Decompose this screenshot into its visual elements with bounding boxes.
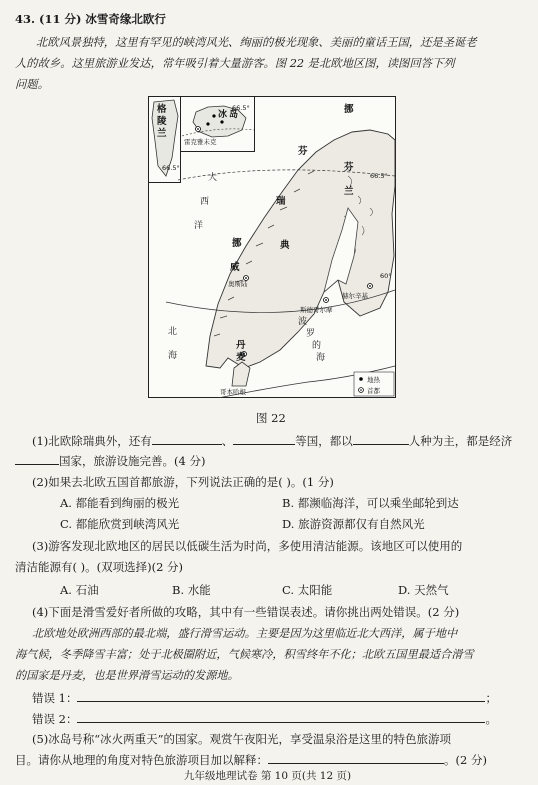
norway-label-2: 威 <box>230 262 240 273</box>
north-sea-label-1: 北 <box>168 327 178 337</box>
norway-label-1: 挪 <box>232 238 242 249</box>
q5-text-b: 。(2 分) <box>444 753 487 767</box>
atlantic-label-3: 洋 <box>194 221 204 231</box>
q5-line-1: (5)冰岛号称“冰火两重天”的国家。观赏午夜阳光，享受温泉浴是这里的特色旅游项 <box>32 732 452 746</box>
atlantic-label-1: 大 <box>208 173 218 183</box>
legend-capital-label: 首都 <box>367 387 380 395</box>
q4-error-1-row <box>32 689 497 707</box>
q1-blank-1[interactable] <box>152 432 222 445</box>
q4-error-2-row <box>32 710 497 728</box>
denmark-label-2: 麦 <box>236 352 246 363</box>
lat-665-greenland: 66.5° <box>162 164 180 172</box>
north-sea-label-2: 海 <box>168 351 178 361</box>
q4-error-1-end: ； <box>485 691 497 705</box>
denmark-label-1: 丹 <box>236 340 246 351</box>
baltic-label-3: 的 <box>312 341 322 351</box>
greenland-label-3: 兰 <box>157 128 167 139</box>
q4-passage-3: 的国家是丹麦，也是世界滑雪运动的发源地。 <box>15 669 239 682</box>
copenhagen-label: 哥本哈根 <box>220 388 246 396</box>
q4-error-2-end: 。 <box>485 712 497 726</box>
q5-blank[interactable] <box>268 751 444 764</box>
helsinki-label: 赫尔辛基 <box>342 292 368 300</box>
sweden-label-1: 瑞 <box>276 196 286 207</box>
question-title: 43. (11 分) 冰雪奇缘北欧行 <box>15 12 166 26</box>
q5-line-2 <box>15 751 487 769</box>
oslo-label: 奥斯陆 <box>228 280 248 288</box>
greenland-label-2: 陵 <box>157 116 167 127</box>
q3-option-a[interactable]: A. 石油 <box>60 583 99 597</box>
q4-error-2-label: 错误 2： <box>32 712 78 726</box>
q1-blank-4[interactable] <box>15 452 59 465</box>
sweden-label-2: 典 <box>280 240 290 251</box>
finland-mid-label: 芬 <box>344 162 354 173</box>
q3-stem-2: 清洁能源有( )。(双项选择)(2 分) <box>15 560 184 574</box>
iceland-label-1: 冰 <box>218 110 228 120</box>
greenland-label-1: 格 <box>157 104 167 115</box>
q3-stem-1: (3)游客发现北欧地区的居民以低碳生活为时尚，多使用清洁能源。该地区可以使用的 <box>32 539 463 553</box>
lat-665-iceland: 66.5° <box>232 104 250 112</box>
q2-option-a[interactable]: A. 都能看到绚丽的极光 <box>60 496 180 510</box>
finland-mid-label-2: 兰 <box>344 186 354 197</box>
reykjavik-label: 雷克雅未克 <box>184 138 217 146</box>
q1-sep: 、 <box>221 434 234 448</box>
legend-geothermal-label: 地热 <box>367 376 380 384</box>
q1-blank-3[interactable] <box>353 432 409 445</box>
q1-blank-2[interactable] <box>233 432 295 445</box>
q1-text-b: 等国，都以 <box>295 434 353 448</box>
finland-label-1: 芬 <box>298 146 308 157</box>
q1-text-d: 国家，旅游设施完善。(4 分) <box>59 454 206 468</box>
q4-error-1-label: 错误 1： <box>32 691 78 705</box>
q2-stem: (2)如果去北欧五国首都旅游，下列说法正确的是( )。(1 分) <box>32 475 334 489</box>
q4-error-2-blank[interactable] <box>77 710 485 723</box>
q1-text-c: 人种为主，都是经济 <box>408 434 513 448</box>
q4-error-1-blank[interactable] <box>77 689 485 702</box>
baltic-label-1: 波 <box>298 317 308 327</box>
q1-line-2 <box>15 452 205 470</box>
lat-60-label: 60° <box>380 272 392 280</box>
q3-option-d[interactable]: D. 天然气 <box>398 583 449 597</box>
iceland-label-2: 岛 <box>229 110 239 120</box>
q2-option-b[interactable]: B. 都濒临海洋，可以乘坐邮轮到达 <box>282 496 459 510</box>
baltic-label-4: 海 <box>316 353 326 363</box>
q3-option-c[interactable]: C. 太阳能 <box>282 583 333 597</box>
q4-stem: (4)下面是滑雪爱好者所做的攻略，其中有一些错误表述。请你挑出两处错误。(2 分) <box>32 605 460 619</box>
map-caption: 图 22 <box>256 411 286 425</box>
q4-passage-2: 海气候，冬季降雪丰富；处于北极圈附近，气候寒冷，积雪终年不化；北欧五国里最适合滑雪 <box>15 648 474 661</box>
intro-line-1: 北欧风景独特，这里有罕见的峡湾风光、绚丽的极光现象、美丽的童话王国，还是圣诞老 <box>36 36 477 49</box>
q5-text-a: 目。请你从地理的角度对特色旅游项目加以解释： <box>15 753 268 767</box>
intro-line-3: 问题。 <box>15 78 49 91</box>
lat-665-main: 66.5° <box>370 172 388 180</box>
norway-top-label: 挪 <box>344 104 354 115</box>
page-footer: 九年级地理试卷 第 10 页(共 12 页) <box>184 770 352 782</box>
q4-passage-1: 北欧地处欧洲西部的最北端，盛行滑雪运动。主要是因为这里临近北大西洋，属于地中 <box>32 627 458 640</box>
northern-europe-map <box>148 96 396 398</box>
q1-line-1 <box>32 432 512 450</box>
q3-option-b[interactable]: B. 水能 <box>172 583 211 597</box>
baltic-label-2: 罗 <box>306 329 316 339</box>
q2-option-c[interactable]: C. 都能欣赏到峡湾风光 <box>60 517 180 531</box>
q1-text-a: (1)北欧除瑞典外，还有 <box>32 434 152 448</box>
intro-line-2: 人的故乡。这里旅游业发达，常年吸引着大量游客。图 22 是北欧地区图，读图回答下列 <box>15 57 455 70</box>
stockholm-label: 斯德哥尔摩 <box>300 306 333 314</box>
q2-option-d[interactable]: D. 旅游资源都仅有自然风光 <box>282 517 425 531</box>
atlantic-label-2: 西 <box>200 197 210 207</box>
